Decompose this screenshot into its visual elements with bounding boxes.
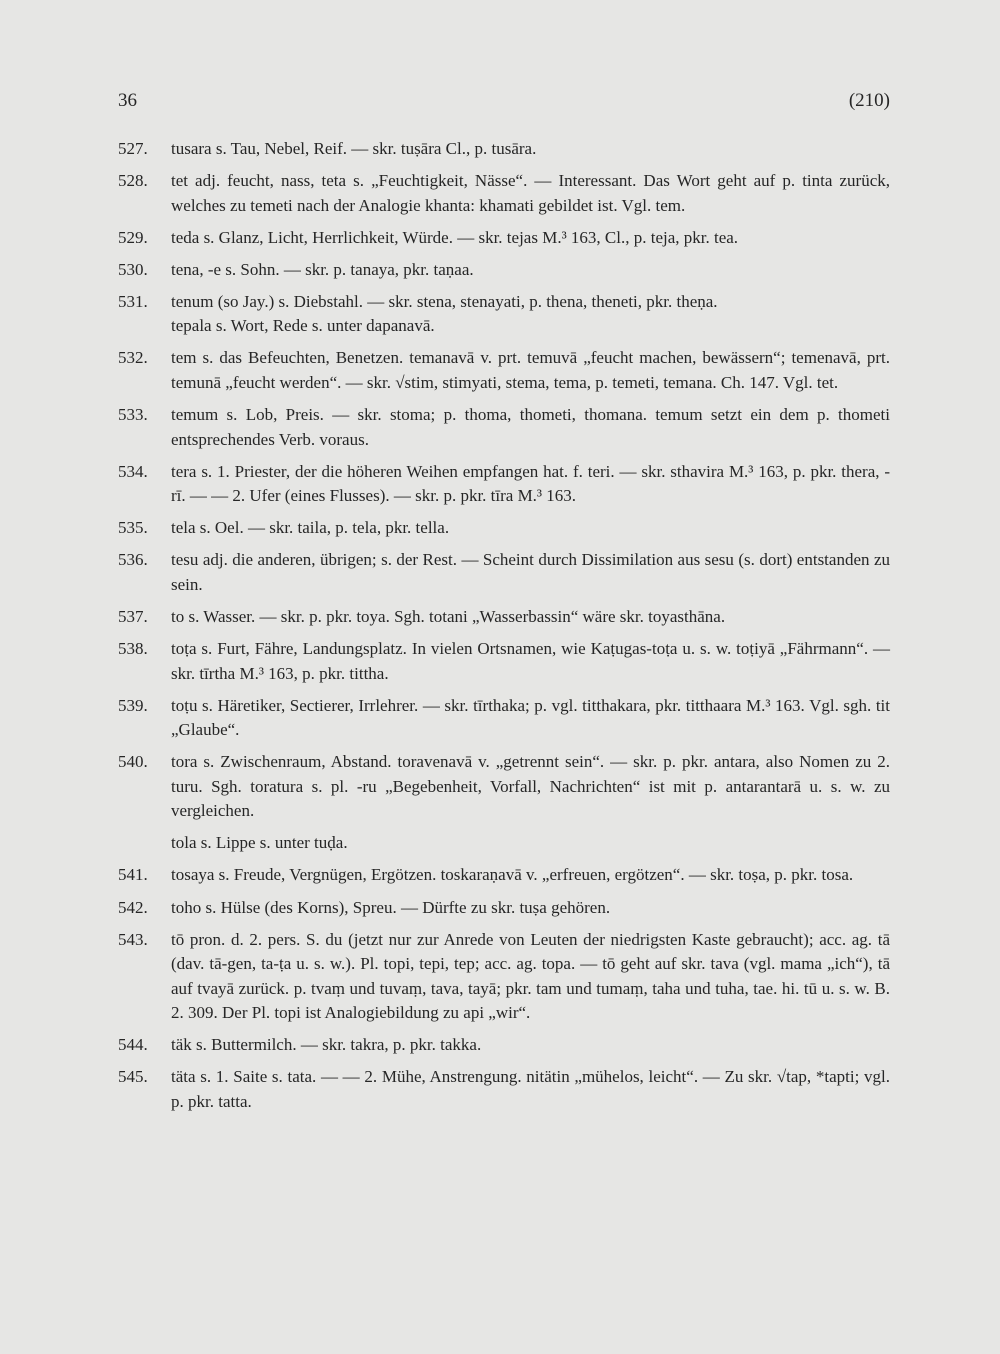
dictionary-entry — [118, 1033, 890, 1058]
entry-paragraph: tem s. das Befeuchten, Benetzen. temanavā v. prt. temuvā „feucht machen, bewässern“; temenavā, prt. temunā „feucht werden“. — skr. √stim, stimyati, stema, tema, p. temeti, temana. Ch. 147. Vgl. tet. — [171, 348, 890, 392]
entry-number: 529. — [118, 227, 148, 247]
dictionary-entry — [118, 637, 890, 686]
entry-paragraph: toṭu s. Häretiker, Sectierer, Irrlehrer. — skr. tīrthaka; p. vgl. titthakara, pkr. titthaara M.³ 163. Vgl. sgh. tit „Glaube“. — [171, 695, 890, 740]
entry-paragraph: täta s. 1. Saite s. tata. — — 2. Mühe, Anstrengung. nitätin „mühelos, leicht“. — Zu skr. √tap, *tapti; vgl. p. pkr. tatta. — [171, 1067, 890, 1111]
entry-paragraph: teda s. Glanz, Licht, Herrlichkeit, Würde. — skr. tejas M.³ 163, Cl., p. teja, pkr. tea. — [171, 227, 739, 247]
entry-paragraph: tō pron. d. 2. pers. S. du (jetzt nur zur Anrede von Leuten der niedrigsten Kaste gebraucht); acc. ag. tā (dav. tā-gen, ta-ṭa u. s. w.). Pl. topi, tepi, tep; acc. ag. topa. — tō geht auf skr. tava (vgl. mama „ich“), tā auf tvayā zurück. p. tvaṃ und tuvaṃ, tava, tayā; pkr. tam und tumaṃ, taha und tuha, tae. hi. tū u. s. w. B. 2. 309. Der Pl. topi ist Analogiebildung zu api „wir“. — [171, 929, 890, 1023]
entry-text — [171, 169, 890, 218]
entry-number: 543. — [118, 929, 148, 949]
entry-number: 539. — [118, 695, 148, 715]
entry-text — [171, 863, 890, 888]
entry-text — [171, 290, 890, 339]
dictionary-entry — [118, 460, 890, 509]
dictionary-entry — [118, 694, 890, 743]
entry-paragraph: tet adj. feucht, nass, teta s. „Feuchtigkeit, Nässe“. — Interessant. Das Wort geht auf p. tinta zurück, welches zu temeti nach der Analogie khanta: khamati gebildet ist. Vgl. tem. — [171, 171, 890, 215]
entry-text — [171, 460, 890, 509]
entry-paragraph: temum s. Lob, Preis. — skr. stoma; p. thoma, thometi, thomana. temum setzt ein dem p. thometi entsprechendes Verb. voraus. — [171, 405, 890, 449]
entry-number: 530. — [118, 259, 148, 279]
dictionary-entry — [118, 863, 890, 888]
entry-paragraph: tola s. Lippe s. unter tuḍa. — [171, 833, 348, 853]
original-page-number: (210) — [848, 90, 890, 111]
entry-number: 535. — [118, 518, 148, 538]
entry-paragraph: tenum (so Jay.) s. Diebstahl. — skr. stena, stenayati, p. thena, theneti, pkr. theṇa. — [171, 291, 718, 311]
entry-text — [171, 346, 890, 395]
entry-number: 527. — [118, 139, 148, 158]
entry-number: 531. — [118, 291, 148, 311]
entry-text — [171, 226, 890, 251]
entry-paragraph: tosaya s. Freude, Vergnügen, Ergötzen. toskaraṇavā v. „erfreuen, ergötzen“. — skr. toṣa, p. pkr. tosa. — [171, 865, 854, 885]
entry-paragraph: tesu adj. die anderen, übrigen; s. der Rest. — Scheint durch Dissimilation aus sesu (s. dort) entstanden zu sein. — [171, 550, 890, 594]
entry-text — [171, 403, 890, 452]
entry-text — [171, 694, 890, 743]
entry-number: 538. — [118, 639, 148, 659]
entry-number: 536. — [118, 550, 148, 570]
dictionary-entry — [118, 290, 890, 339]
dictionary-entry — [118, 346, 890, 395]
dictionary-entry — [118, 896, 890, 921]
entry-paragraph: tusara s. Tau, Nebel, Reif. — skr. tuṣāra Cl., p. tusāra. — [171, 139, 537, 158]
entry-number: 528. — [118, 171, 148, 191]
entry-number: 533. — [118, 405, 148, 425]
dictionary-entry — [118, 258, 890, 283]
entry-text — [171, 750, 890, 824]
entry-number: 544. — [118, 1035, 148, 1055]
entry-paragraph: tora s. Zwischenraum, Abstand. toravenavā v. „getrennt sein“. — skr. p. pkr. antara, also Nomen zu 2. turu. Sgh. toratura s. pl. -ru „Begebenheit, Vorfall, Nachrichten“ ist mit p. antarantarā u. s. w. zu vergleichen. — [171, 752, 890, 821]
entry-paragraph: tena, -e s. Sohn. — skr. p. tanaya, pkr. taṇaa. — [171, 259, 474, 279]
entry-text — [171, 831, 890, 856]
entry-number: 540. — [118, 752, 148, 772]
entry-number: 541. — [118, 865, 148, 885]
dictionary-entry — [118, 169, 890, 218]
dictionary-entry — [118, 831, 890, 856]
dictionary-entry — [118, 548, 890, 597]
entry-text — [171, 137, 890, 162]
entry-paragraph: täk s. Buttermilch. — skr. takra, p. pkr. takka. — [171, 1035, 482, 1055]
dictionary-entry — [118, 605, 890, 630]
entry-text — [171, 605, 890, 630]
page-number: 36 — [118, 90, 137, 111]
dictionary-entry — [118, 750, 890, 824]
entry-number: 542. — [118, 897, 148, 917]
entry-text — [171, 1033, 890, 1058]
entry-text — [171, 548, 890, 597]
entry-text — [171, 516, 890, 541]
entry-paragraph: tepala s. Wort, Rede s. unter dapanavā. — [171, 316, 435, 336]
dictionary-entry — [118, 226, 890, 251]
entry-text — [171, 1065, 890, 1114]
entry-paragraph: to s. Wasser. — skr. p. pkr. toya. Sgh. totani „Wasserbassin“ wäre skr. toyasthāna. — [171, 606, 726, 626]
dictionary-entry — [118, 137, 890, 162]
entry-text — [171, 637, 890, 686]
dictionary-entry — [118, 1065, 890, 1114]
entry-text — [171, 928, 890, 1026]
entry-text — [171, 258, 890, 283]
page-header — [118, 90, 890, 118]
dictionary-entry — [118, 516, 890, 541]
entry-number: 534. — [118, 461, 148, 481]
entry-text — [171, 896, 890, 921]
entry-number: 545. — [118, 1067, 148, 1087]
entry-number: 537. — [118, 606, 148, 626]
entry-paragraph: toṭa s. Furt, Fähre, Landungsplatz. In vielen Ortsnamen, wie Kaṭugas-toṭa u. s. w. toṭiyā „Fährmann“. — skr. tīrtha M.³ 163, p. pkr. tittha. — [171, 639, 890, 683]
dictionary-entry — [118, 928, 890, 1026]
dictionary-entry — [118, 403, 890, 452]
entry-paragraph: toho s. Hülse (des Korns), Spreu. — Dürfte zu skr. tuṣa gehören. — [171, 897, 611, 917]
entry-paragraph: tela s. Oel. — skr. taila, p. tela, pkr. tella. — [171, 518, 450, 538]
entry-number: 532. — [118, 348, 148, 368]
entry-list — [118, 137, 890, 1122]
entry-paragraph: tera s. 1. Priester, der die höheren Weihen empfangen hat. f. teri. — skr. sthavira M.³ 163, p. pkr. thera, -rī. — — 2. Ufer (eines Flusses). — skr. p. pkr. tīra M.³ 163. — [171, 461, 890, 506]
